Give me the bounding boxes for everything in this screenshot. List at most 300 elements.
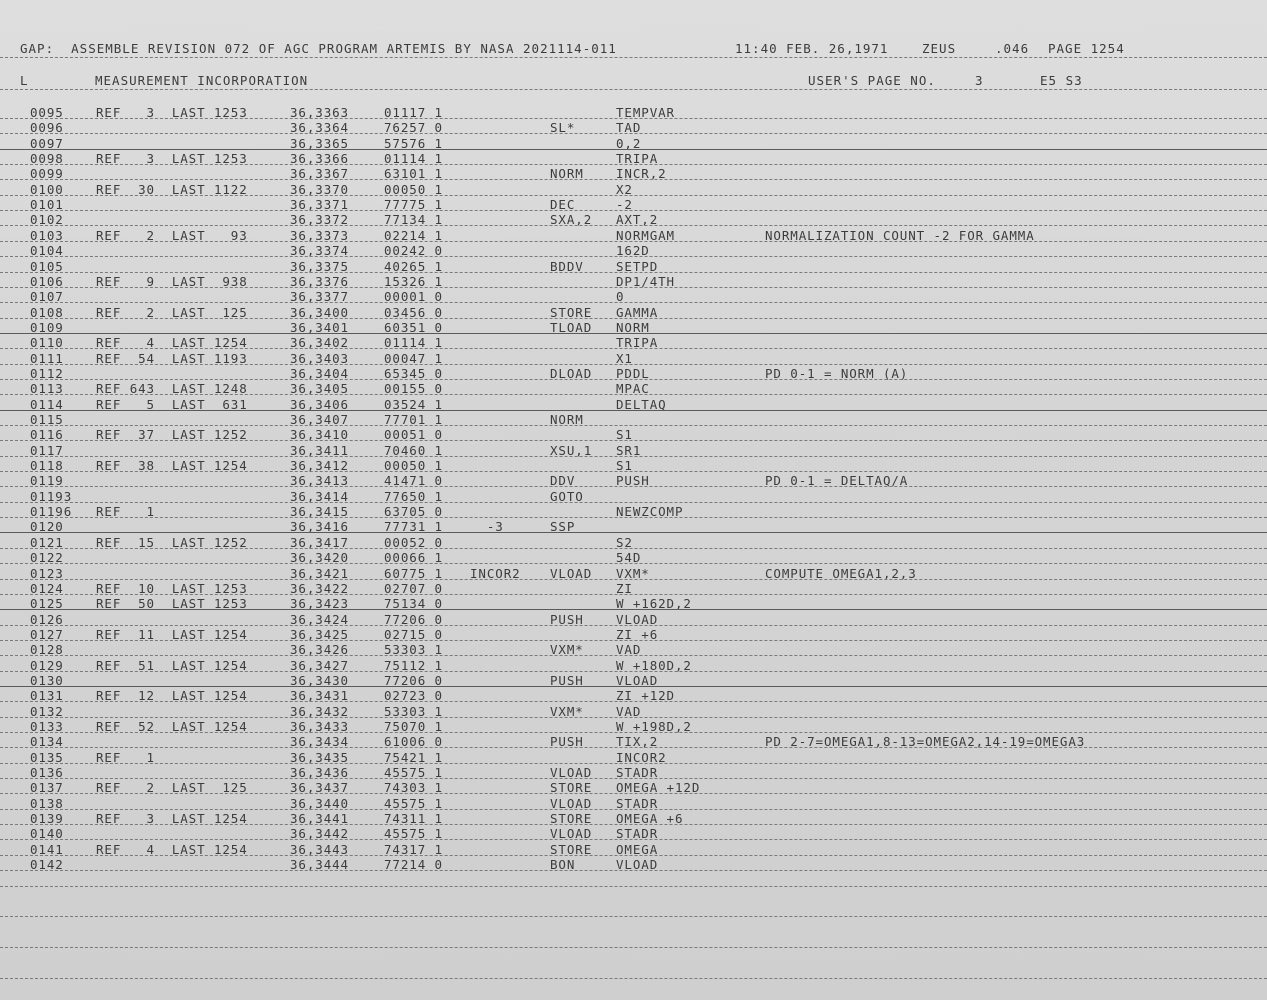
line-number: 0114 (30, 396, 64, 412)
row-rule (0, 195, 1267, 196)
address: 36,3401 (290, 319, 349, 335)
row-rule (0, 563, 1267, 564)
row-rule (0, 855, 1267, 856)
address: 36,3373 (290, 227, 349, 243)
octal-word: 02707 0 (384, 580, 443, 596)
line-number: 0135 (30, 749, 64, 765)
address: 36,3435 (290, 749, 349, 765)
opcode: VXM* (550, 703, 584, 719)
address: 36,3425 (290, 626, 349, 642)
octal-word: 57576 1 (384, 135, 443, 151)
line-number: 0136 (30, 765, 64, 781)
octal-word: 77134 1 (384, 212, 443, 228)
line-number: 0115 (30, 412, 64, 427)
octal-word: 00050 1 (384, 181, 443, 197)
operand: -2 (616, 197, 633, 213)
opcode: PUSH (550, 734, 584, 750)
address: 36,3407 (290, 412, 349, 427)
octal-word: 01114 1 (384, 335, 443, 351)
octal-word: 01114 1 (384, 151, 443, 167)
opcode: VLOAD (550, 565, 593, 581)
row-rule (0, 118, 1267, 119)
operand: OMEGA (616, 841, 659, 857)
address: 36,3431 (290, 688, 349, 704)
opcode: STORE (550, 304, 593, 320)
address: 36,3416 (290, 519, 349, 535)
line-number: 0128 (30, 642, 64, 658)
operand: VAD (616, 642, 642, 658)
opcode: BON (550, 857, 576, 873)
reference: REF 3 LAST 1254 (96, 811, 248, 827)
octal-word: 00155 0 (384, 381, 443, 397)
line-number: 0097 (30, 135, 64, 151)
operand: VLOAD (616, 857, 659, 873)
operand: INCOR2 (616, 749, 667, 765)
address: 36,3367 (290, 166, 349, 182)
reference: REF 2 LAST 125 (96, 304, 248, 320)
operand: ZI +6 (616, 626, 659, 642)
opcode: PUSH (550, 672, 584, 688)
address: 36,3363 (290, 105, 349, 120)
line-number: 0122 (30, 550, 64, 566)
address: 36,3402 (290, 335, 349, 351)
row-rule (0, 318, 1267, 319)
address: 36,3410 (290, 427, 349, 443)
timestamp: 11:40 FEB. 26,1971 (735, 41, 889, 56)
address: 36,3430 (290, 672, 349, 688)
line-number: 0131 (30, 688, 64, 704)
line-number: 0102 (30, 212, 64, 228)
octal-word: 61006 0 (384, 734, 443, 750)
address: 36,3427 (290, 657, 349, 673)
octal-word: 77775 1 (384, 197, 443, 213)
line-number: 0095 (30, 105, 64, 120)
octal-word: 15326 1 (384, 273, 443, 289)
operand: GAMMA (616, 304, 659, 320)
row-rule (0, 532, 1267, 533)
opcode: DDV (550, 473, 576, 489)
reference: REF 2 LAST 125 (96, 780, 248, 796)
row-rule (0, 671, 1267, 672)
octal-word: 77206 0 (384, 672, 443, 688)
run-code: .046 (995, 41, 1030, 56)
comment: PD 0-1 = DELTAQ/A (765, 473, 909, 489)
operand: OMEGA +12D (616, 780, 701, 796)
address: 36,3414 (290, 488, 349, 504)
reference: REF 11 LAST 1254 (96, 626, 248, 642)
opcode: VXM* (550, 642, 584, 658)
operand: S1 (616, 458, 633, 474)
line-number: 0105 (30, 258, 64, 274)
octal-word: 74303 1 (384, 780, 443, 796)
row-rule (0, 732, 1267, 733)
octal-word: 75070 1 (384, 719, 443, 734)
octal-word: 70460 1 (384, 442, 443, 458)
blank-rule (0, 886, 1267, 887)
opcode: DLOAD (550, 365, 593, 381)
address: 36,3424 (290, 611, 349, 627)
operand: VXM* (616, 565, 650, 581)
line-number: 0123 (30, 565, 64, 581)
row-rule (0, 548, 1267, 549)
row-rule (0, 425, 1267, 426)
octal-word: 63705 0 (384, 504, 443, 520)
octal-word: 65345 0 (384, 365, 443, 381)
operand: W +180D,2 (616, 657, 692, 673)
address: 36,3376 (290, 273, 349, 289)
opcode: STORE (550, 841, 593, 857)
row-rule (0, 133, 1267, 134)
address: 36,3364 (290, 120, 349, 136)
row-rule (0, 149, 1267, 150)
line-number: 0108 (30, 304, 64, 320)
operand: PDDL (616, 365, 650, 381)
operand: 162D (616, 243, 650, 259)
line-number: 0117 (30, 442, 64, 458)
address: 36,3405 (290, 381, 349, 397)
octal-word: 02715 0 (384, 626, 443, 642)
octal-word: 45575 1 (384, 765, 443, 781)
row-rule (0, 225, 1267, 226)
octal-word: 53303 1 (384, 703, 443, 719)
row-rule (0, 486, 1267, 487)
line-number: 0129 (30, 657, 64, 673)
row-rule (0, 348, 1267, 349)
octal-word: 00001 0 (384, 289, 443, 305)
address: 36,3412 (290, 458, 349, 474)
octal-word: 60775 1 (384, 565, 443, 581)
assembly-header: GAP: ASSEMBLE REVISION 072 OF AGC PROGRAM ARTEMIS BY NASA 2021114-011 (20, 41, 617, 56)
operand: NORMGAM (616, 227, 675, 243)
octal-word: 75112 1 (384, 657, 443, 673)
line-number: 0113 (30, 381, 64, 397)
operand: DP1/4TH (616, 273, 675, 289)
line-number: 0125 (30, 596, 64, 612)
octal-word: 74317 1 (384, 841, 443, 857)
address: 36,3370 (290, 181, 349, 197)
octal-word: 41471 0 (384, 473, 443, 489)
row-rule (0, 655, 1267, 656)
line-number: 0119 (30, 473, 64, 489)
row-rule (0, 471, 1267, 472)
row-rule (0, 824, 1267, 825)
opcode: BDDV (550, 258, 584, 274)
row-rule (0, 241, 1267, 242)
line-number: 0104 (30, 243, 64, 259)
octal-word: 00066 1 (384, 550, 443, 566)
address: 36,3432 (290, 703, 349, 719)
operand: OMEGA +6 (616, 811, 684, 827)
row-rule (0, 456, 1267, 457)
operand: DELTAQ (616, 396, 667, 412)
address: 36,3441 (290, 811, 349, 827)
reference: REF 9 LAST 938 (96, 273, 248, 289)
address: 36,3433 (290, 719, 349, 734)
row-rule (0, 333, 1267, 334)
line-number: 01196 (30, 504, 73, 520)
opcode: VLOAD (550, 795, 593, 811)
address: 36,3366 (290, 151, 349, 167)
octal-word: 53303 1 (384, 642, 443, 658)
address: 36,3377 (290, 289, 349, 305)
row-rule (0, 609, 1267, 610)
operand: VAD (616, 703, 642, 719)
sheet-code: E5 S3 (1040, 73, 1083, 88)
reference: REF 52 LAST 1254 (96, 719, 248, 734)
operand: PUSH (616, 473, 650, 489)
operand: TRIPA (616, 335, 659, 351)
octal-word: 00052 0 (384, 534, 443, 550)
row-rule (0, 379, 1267, 380)
reference: REF 54 LAST 1193 (96, 350, 248, 366)
row-rule (0, 701, 1267, 702)
operand: SR1 (616, 442, 642, 458)
operand: W +198D,2 (616, 719, 692, 734)
address: 36,3422 (290, 580, 349, 596)
system-name: ZEUS (922, 41, 957, 56)
location-label: -3 (470, 519, 504, 535)
line-number: 0100 (30, 181, 64, 197)
row-rule (0, 778, 1267, 779)
operand: NEWZCOMP (616, 504, 684, 520)
page-number: PAGE 1254 (1048, 41, 1125, 56)
reference: REF 4 LAST 1254 (96, 841, 248, 857)
operand: 54D (616, 550, 642, 566)
operand: AXT,2 (616, 212, 659, 228)
users-page-label: USER'S PAGE NO. (808, 73, 936, 88)
reference: REF 38 LAST 1254 (96, 458, 248, 474)
line-number: 0107 (30, 289, 64, 305)
reference: REF 643 LAST 1248 (96, 381, 248, 397)
operand: SETPD (616, 258, 659, 274)
line-number: 0101 (30, 197, 64, 213)
octal-word: 03456 0 (384, 304, 443, 320)
row-rule (0, 256, 1267, 257)
reference: REF 37 LAST 1252 (96, 427, 248, 443)
line-number: 0127 (30, 626, 64, 642)
line-number: 0106 (30, 273, 64, 289)
row-rule (0, 502, 1267, 503)
row-rule (0, 686, 1267, 687)
line-number: 01193 (30, 488, 73, 504)
address: 36,3404 (290, 365, 349, 381)
octal-word: 00047 1 (384, 350, 443, 366)
operand: STADR (616, 826, 659, 842)
comment: NORMALIZATION COUNT -2 FOR GAMMA (765, 227, 1035, 243)
operand: TIX,2 (616, 734, 659, 750)
octal-word: 75134 0 (384, 596, 443, 612)
octal-word: 77206 0 (384, 611, 443, 627)
reference: REF 12 LAST 1254 (96, 688, 248, 704)
octal-word: 60351 0 (384, 319, 443, 335)
line-number: 0142 (30, 857, 64, 873)
octal-word: 00242 0 (384, 243, 443, 259)
line-number: 0109 (30, 319, 64, 335)
opcode: STORE (550, 811, 593, 827)
section-title: MEASUREMENT INCORPORATION (95, 73, 309, 88)
octal-word: 74311 1 (384, 811, 443, 827)
row-rule (0, 839, 1267, 840)
line-number: 0121 (30, 534, 64, 550)
address: 36,3417 (290, 534, 349, 550)
octal-word: 45575 1 (384, 826, 443, 842)
line-number: 0137 (30, 780, 64, 796)
row-rule (0, 579, 1267, 580)
opcode: DEC (550, 197, 576, 213)
line-number: 0124 (30, 580, 64, 596)
reference: REF 50 LAST 1253 (96, 596, 248, 612)
row-rule (0, 287, 1267, 288)
operand: X1 (616, 350, 633, 366)
operand: S1 (616, 427, 633, 443)
row-rule (0, 717, 1267, 718)
operand: W +162D,2 (616, 596, 692, 612)
octal-word: 45575 1 (384, 795, 443, 811)
row-rule (0, 164, 1267, 165)
row-rule (0, 210, 1267, 211)
octal-word: 63101 1 (384, 166, 443, 182)
line-number: 0139 (30, 811, 64, 827)
opcode: VLOAD (550, 765, 593, 781)
octal-word: 00050 1 (384, 458, 443, 474)
blank-rule (0, 978, 1267, 979)
line-number: 0134 (30, 734, 64, 750)
reference: REF 1 (96, 504, 155, 520)
line-number: 0099 (30, 166, 64, 182)
opcode: STORE (550, 780, 593, 796)
address: 36,3436 (290, 765, 349, 781)
reference: REF 15 LAST 1252 (96, 534, 248, 550)
address: 36,3443 (290, 841, 349, 857)
line-number: 0120 (30, 519, 64, 535)
reference: REF 1 (96, 749, 155, 765)
operand: STADR (616, 765, 659, 781)
octal-word: 75421 1 (384, 749, 443, 765)
line-number: 0138 (30, 795, 64, 811)
line-number: 0098 (30, 151, 64, 167)
address: 36,3372 (290, 212, 349, 228)
reference: REF 2 LAST 93 (96, 227, 248, 243)
address: 36,3440 (290, 795, 349, 811)
row-rule (0, 809, 1267, 810)
opcode: SSP (550, 519, 576, 535)
operand: VLOAD (616, 611, 659, 627)
opcode: PUSH (550, 611, 584, 627)
operand: ZI (616, 580, 633, 596)
octal-word: 40265 1 (384, 258, 443, 274)
line-number: 0112 (30, 365, 64, 381)
line-number: 0110 (30, 335, 64, 351)
opcode: SL* (550, 120, 576, 136)
line-number: 0096 (30, 120, 64, 136)
operand: X2 (616, 181, 633, 197)
opcode: VLOAD (550, 826, 593, 842)
operand: 0,2 (616, 135, 642, 151)
line-number: 0141 (30, 841, 64, 857)
row-rule (0, 302, 1267, 303)
l-marker: L (20, 73, 29, 88)
octal-word: 77214 0 (384, 857, 443, 873)
address: 36,3400 (290, 304, 349, 320)
operand: VLOAD (616, 672, 659, 688)
line-number: 0116 (30, 427, 64, 443)
row-rule (0, 640, 1267, 641)
opcode: XSU,1 (550, 442, 593, 458)
octal-word: 02214 1 (384, 227, 443, 243)
blank-rule (0, 916, 1267, 917)
users-page-number: 3 (975, 73, 984, 88)
operand: TAD (616, 120, 642, 136)
address: 36,3415 (290, 504, 349, 520)
line-number: 0111 (30, 350, 64, 366)
blank-rule (0, 947, 1267, 948)
address: 36,3437 (290, 780, 349, 796)
row-rule (0, 410, 1267, 411)
opcode: NORM (550, 166, 584, 182)
reference: REF 5 LAST 631 (96, 396, 248, 412)
operand: ZI +12D (616, 688, 675, 704)
address: 36,3375 (290, 258, 349, 274)
reference: REF 30 LAST 1122 (96, 181, 248, 197)
operand: TEMPVAR (616, 105, 675, 120)
row-rule (0, 763, 1267, 764)
address: 36,3403 (290, 350, 349, 366)
reference: REF 3 LAST 1253 (96, 105, 248, 120)
opcode: SXA,2 (550, 212, 593, 228)
operand: 0 (616, 289, 625, 305)
address: 36,3413 (290, 473, 349, 489)
comment: COMPUTE OMEGA1,2,3 (765, 565, 917, 581)
octal-word: 00051 0 (384, 427, 443, 443)
octal-word: 77650 1 (384, 488, 443, 504)
line-number: 0126 (30, 611, 64, 627)
octal-word: 03524 1 (384, 396, 443, 412)
reference: REF 4 LAST 1254 (96, 335, 248, 351)
row-rule (0, 517, 1267, 518)
operand: INCR,2 (616, 166, 667, 182)
reference: REF 10 LAST 1253 (96, 580, 248, 596)
octal-word: 77701 1 (384, 412, 443, 427)
address: 36,3444 (290, 857, 349, 873)
address: 36,3420 (290, 550, 349, 566)
row-rule (0, 364, 1267, 365)
address: 36,3426 (290, 642, 349, 658)
line-number: 0103 (30, 227, 64, 243)
row-rule (0, 747, 1267, 748)
octal-word: 76257 0 (384, 120, 443, 136)
reference: REF 3 LAST 1253 (96, 151, 248, 167)
row-rule (0, 394, 1267, 395)
octal-word: 77731 1 (384, 519, 443, 535)
address: 36,3442 (290, 826, 349, 842)
row-rule (0, 272, 1267, 273)
opcode: NORM (550, 412, 584, 427)
operand: STADR (616, 795, 659, 811)
line-number: 0118 (30, 458, 64, 474)
line-number: 0140 (30, 826, 64, 842)
comment: PD 2-7=OMEGA1,8-13=OMEGA2,14-19=OMEGA3 (765, 734, 1086, 750)
operand: TRIPA (616, 151, 659, 167)
address: 36,3411 (290, 442, 349, 458)
operand: MPAC (616, 381, 650, 397)
comment: PD 0-1 = NORM (A) (765, 365, 909, 381)
operand: NORM (616, 319, 650, 335)
row-rule (0, 793, 1267, 794)
address: 36,3423 (290, 596, 349, 612)
row-rule (0, 870, 1267, 871)
line-number: 0133 (30, 719, 64, 734)
line-number: 0132 (30, 703, 64, 719)
